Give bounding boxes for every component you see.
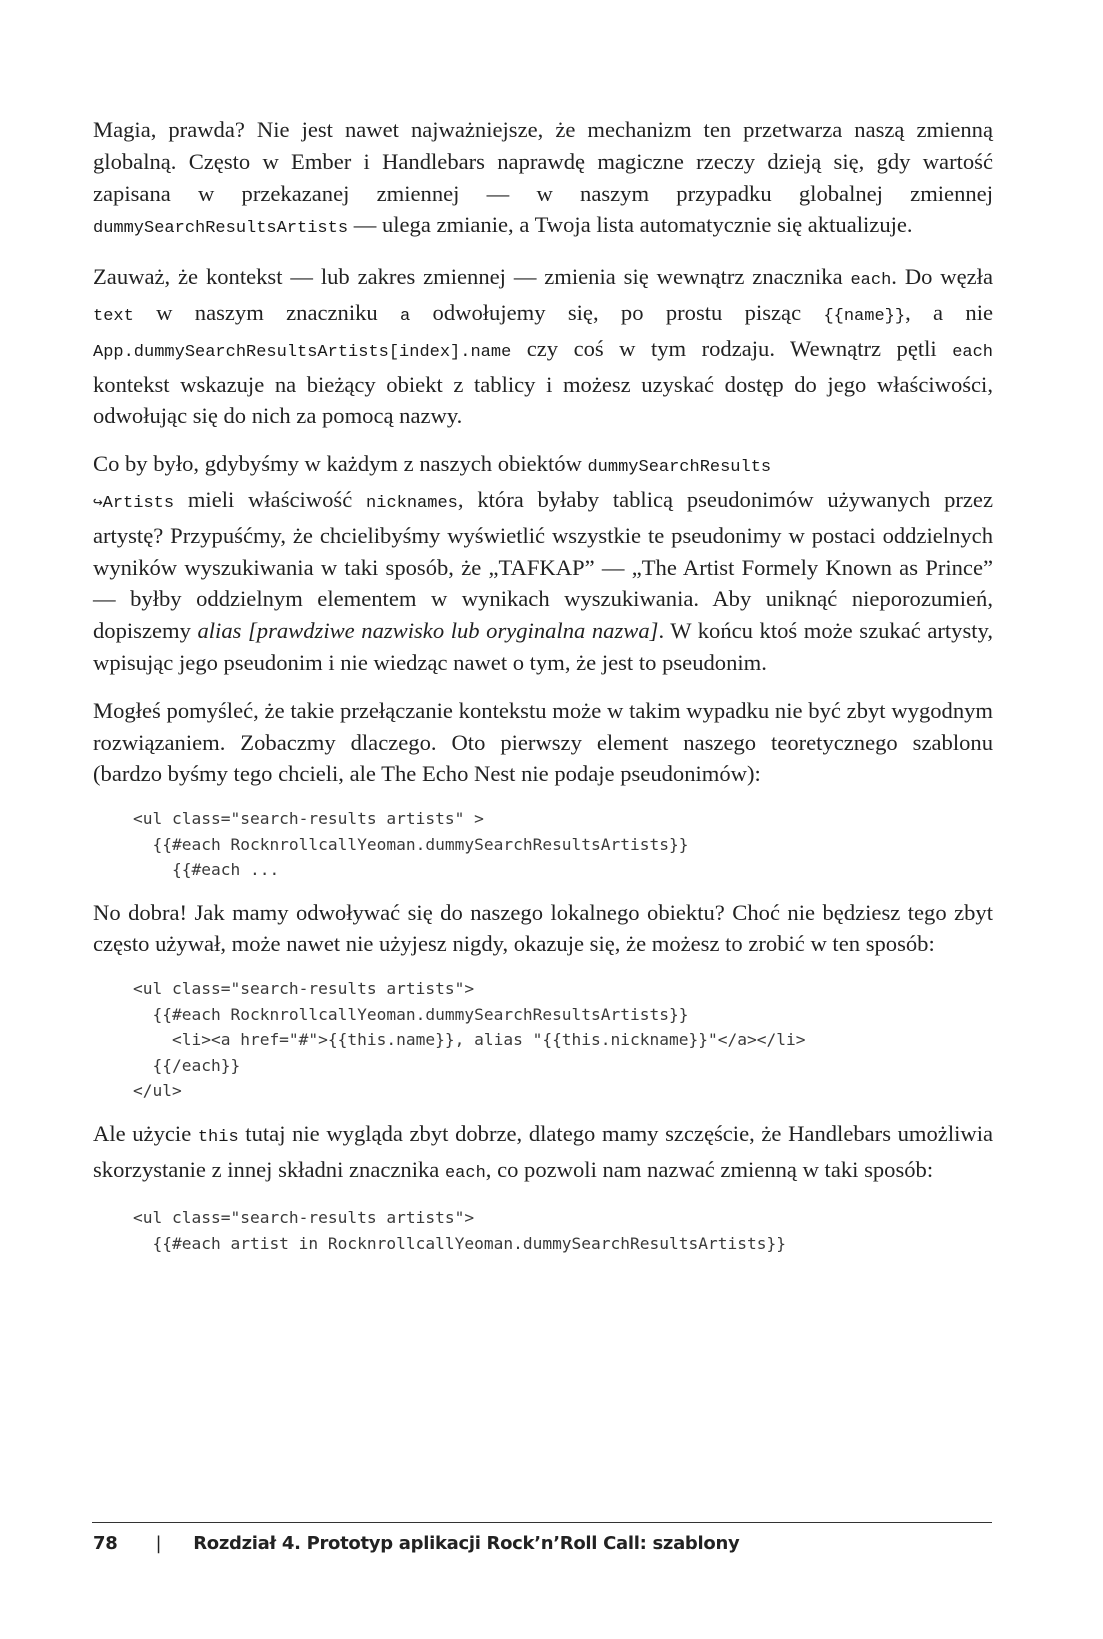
footer-divider xyxy=(92,1522,992,1523)
code-block-2: <ul class="search-results artists"> {{#each RocknrollcallYeoman.dummySearchResultsArtists}} <li><a href="#">{{this.name}}, alias "{{this.nickname}}"</a></li> {{/each}} </ul> xyxy=(133,979,806,1101)
line-continuation-icon: ↪ xyxy=(93,493,103,512)
emphasis: alias [prawdziwe nazwisko lub oryginalna nazwa] xyxy=(197,618,659,644)
paragraph-6 xyxy=(93,1118,993,1190)
text-run: odwołujemy się, po prostu pisząc xyxy=(410,299,824,325)
text-run: mieli właściwość xyxy=(174,486,367,512)
text-run: . Do węzła xyxy=(891,264,993,290)
text-run: Zauważ, że kontekst — lub zakres zmiennej — zmienia się wewnątrz znacznika xyxy=(93,264,851,290)
paragraph-3 xyxy=(93,448,993,679)
text-run: Co by było, gdybyśmy w każdym z naszych obiektów xyxy=(93,451,588,477)
text-run: — ulega zmianie, a Twoja lista automatycznie się aktualizuje. xyxy=(348,212,913,238)
paragraph-5 xyxy=(93,897,993,961)
inline-code: dummySearchResults xyxy=(587,458,772,478)
text-run: Mogłeś pomyśleć, że takie przełączanie kontekstu może w takim wypadku nie być zbyt wygodnym rozwiązaniem. Zobaczmy dlaczego. Oto pierwszy element naszego teoretycznego szablonu (bardzo byśmy tego chcieli, ale The Echo Nest nie podaje pseudonimów): xyxy=(93,697,993,787)
inline-code: each xyxy=(952,342,993,362)
text-run: w naszym znaczniku xyxy=(133,299,401,325)
text-run: Ale użycie xyxy=(93,1120,198,1146)
inline-code: Artists xyxy=(102,493,175,513)
inline-code: each xyxy=(444,1163,486,1183)
chapter-title: Rozdział 4. Prototyp aplikacji Rock’n’Roll Call: szablony xyxy=(193,1533,740,1554)
text-run: , a nie xyxy=(905,299,993,325)
inline-code: text xyxy=(93,306,134,326)
text-run: . W końcu ktoś może szukać artysty, wpisując jego pseudonim i nie wiedząc nawet o tym, że jest to pseudonim. xyxy=(93,618,993,675)
text-run: , co pozwoli nam nazwać zmienną w taki sposób: xyxy=(485,1156,934,1182)
page-footer xyxy=(93,1533,739,1554)
paragraph-4 xyxy=(93,695,993,790)
code-block-3: <ul class="search-results artists"> {{#each artist in RocknrollcallYeoman.dummySearchResultsArtists}} xyxy=(133,1208,786,1253)
text-run: No dobra! Jak mamy odwoływać się do naszego lokalnego obiektu? Choć nie będziesz tego zbyt często używał, może nawet nie użyjesz nigdy, okazuje się, że możesz to zrobić w ten sposób: xyxy=(93,899,993,957)
text-run: , która byłaby tablicą pseudonimów używanych przez artystę? Przypuśćmy, że chcielibyśmy wyświetlić wszystkie te pseudonimy w postaci oddzielnych wyników wyszukiwania w taki sposób, że „TAFKAP” — „The Artist Formely Known as Prince” — byłby oddzielnym elementem w wynikach wyszukiwania. Aby uniknąć nieporozumień, dopiszemy xyxy=(93,486,993,644)
paragraph-1 xyxy=(93,114,993,245)
inline-code: App.dummySearchResultsArtists[index].name xyxy=(93,342,512,362)
text-run: Magia, prawda? Nie jest nawet najważniejsze, że mechanizm ten przetwarza naszą zmienną globalną. Często w Ember i Handlebars naprawdę magiczne rzeczy dzieją się, gdy wartość zapisana w przekazanej zmiennej — w naszym przypadku globalnej zmiennej xyxy=(93,117,993,206)
text-run: kontekst wskazuje na bieżący obiekt z tablicy i możesz uzyskać dostęp do jego właściwości, odwołując się do nich za pomocą nazwy. xyxy=(93,371,993,429)
inline-code: each xyxy=(850,271,892,291)
inline-code: this xyxy=(197,1127,239,1147)
inline-code: dummySearchResultsArtists xyxy=(93,219,349,239)
inline-code: {{name}} xyxy=(823,306,906,326)
inline-code: nicknames xyxy=(366,493,458,513)
text-run: czy coś w tym rodzaju. Wewnątrz pętli xyxy=(511,335,953,361)
page-number: 78 xyxy=(93,1533,118,1554)
page-body xyxy=(93,114,993,1270)
text-run: tutaj nie wygląda zbyt dobrze, dlatego mamy szczęście, że Handlebars umożliwia skorzystanie z innej składni znacznika xyxy=(93,1120,993,1182)
paragraph-2 xyxy=(93,261,993,432)
inline-code: a xyxy=(400,306,411,326)
code-block-1: <ul class="search-results artists" > {{#each RocknrollcallYeoman.dummySearchResultsArtists}} {{#each ... xyxy=(133,809,689,880)
footer-separator: | xyxy=(155,1533,162,1554)
